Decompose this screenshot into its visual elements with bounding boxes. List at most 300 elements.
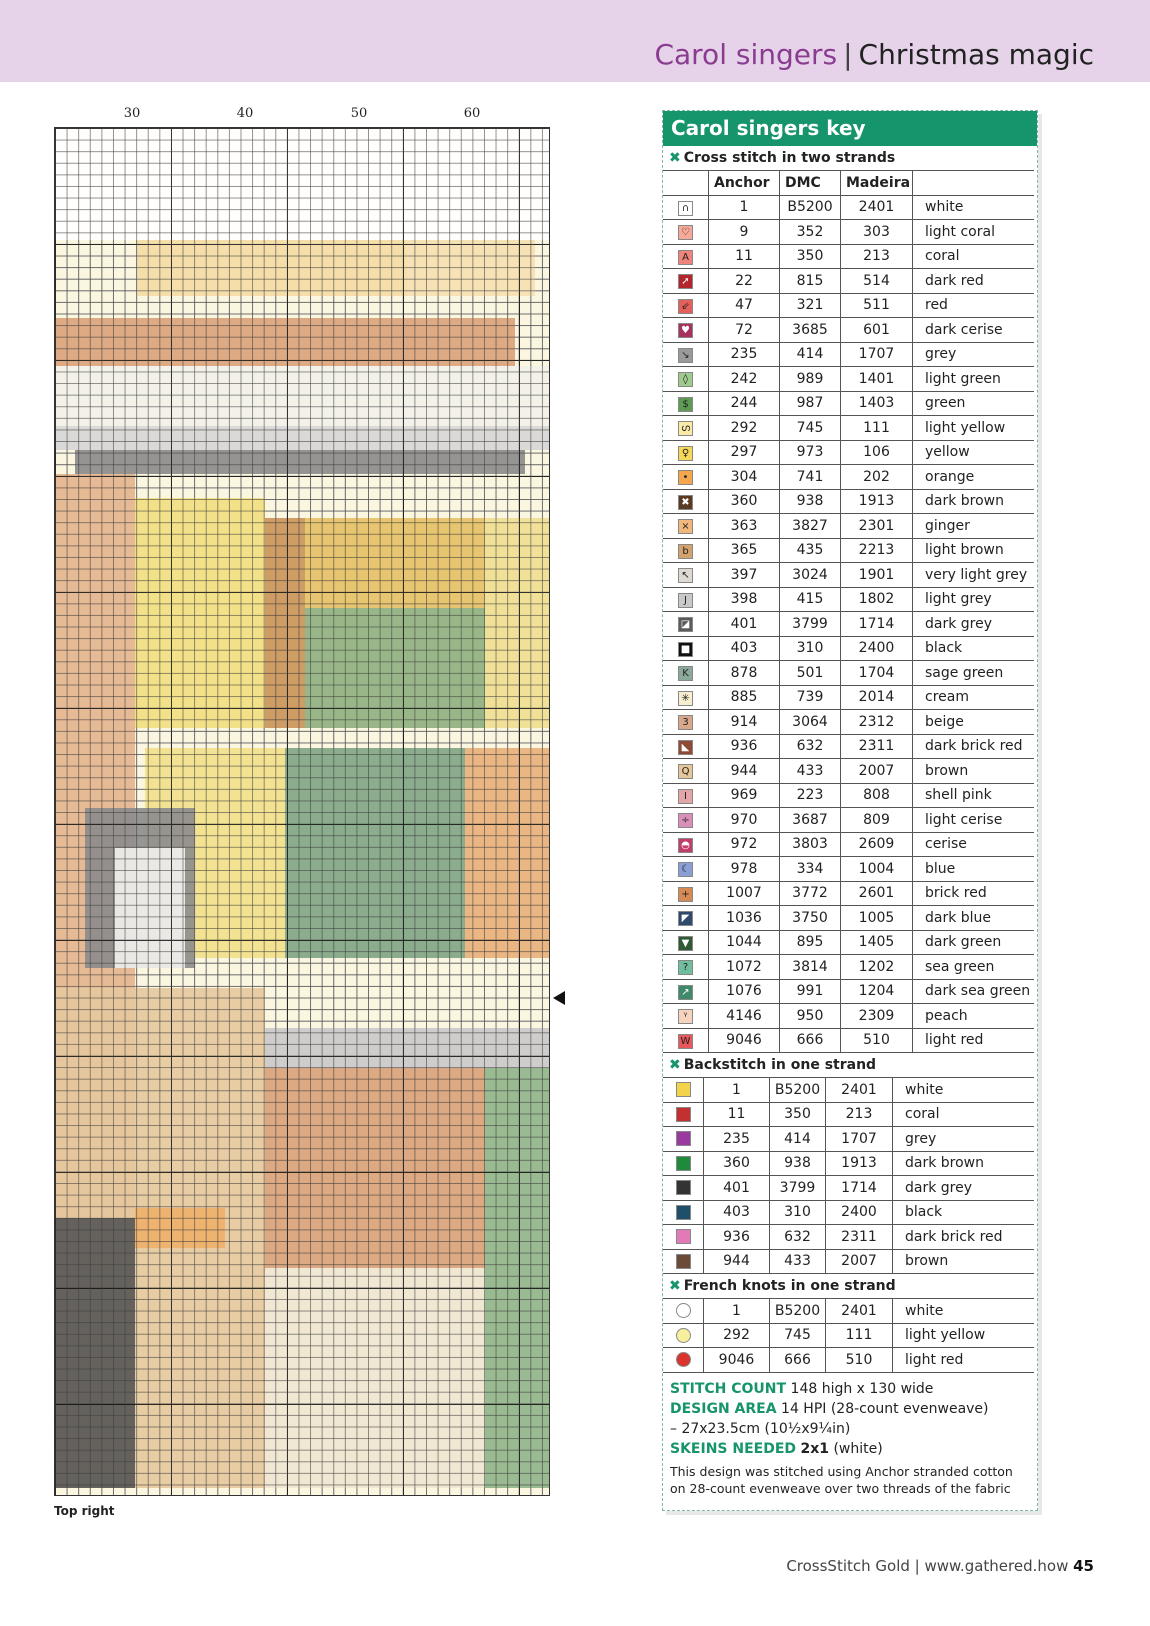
cross-icon: ✖ (669, 150, 681, 166)
colour-name: black (913, 636, 1035, 661)
anchor-number: 970 (709, 808, 780, 833)
french-knot-rows (663, 1299, 1034, 1373)
key-row (663, 587, 1034, 612)
colour-name: light red (893, 1348, 1035, 1373)
dmc-number: 3814 (780, 955, 841, 980)
key-row (663, 416, 1034, 441)
colour-name: light red (913, 1028, 1035, 1053)
chart-brick-band (55, 318, 515, 366)
colour-name: grey (913, 342, 1035, 367)
colour-name: light yellow (913, 416, 1035, 441)
madeira-number: 510 (826, 1348, 893, 1373)
thread-symbol-icon: I (678, 789, 693, 804)
colour-name: white (913, 195, 1035, 220)
chart-lower-brick (265, 1068, 485, 1268)
thread-symbol-icon: A (678, 250, 693, 265)
symbol-cell (663, 759, 709, 784)
dmc-number: B5200 (770, 1299, 826, 1324)
french-knot-icon (676, 1352, 691, 1367)
key-title: Carol singers key (663, 111, 1037, 146)
symbol-cell (663, 465, 709, 490)
anchor-number: 235 (709, 342, 780, 367)
anchor-number: 936 (704, 1225, 770, 1250)
key-row (663, 1225, 1034, 1250)
madeira-number: 2007 (826, 1249, 893, 1274)
stitch-count: STITCH COUNT 148 high x 130 wide (670, 1380, 934, 1397)
dmc-number: 666 (780, 1028, 841, 1053)
symbol-cell (663, 391, 709, 416)
symbol-cell (663, 195, 709, 220)
key-row (663, 465, 1034, 490)
key-row (663, 391, 1034, 416)
symbol-cell (663, 318, 709, 343)
dmc-number: 938 (770, 1151, 826, 1176)
colour-name: brick red (913, 881, 1035, 906)
design-area-size: – 27x23.5cm (10½x9¼in) (670, 1420, 851, 1437)
colour-name: dark sea green (913, 979, 1035, 1004)
thread-symbol-icon: Q (678, 764, 693, 779)
madeira-number: 1802 (841, 587, 913, 612)
anchor-number: 401 (709, 612, 780, 637)
madeira-number: 111 (826, 1323, 893, 1348)
dmc-number: 3687 (780, 808, 841, 833)
anchor-number: 360 (709, 489, 780, 514)
colour-name: black (893, 1200, 1035, 1225)
cross-stitch-rows (663, 195, 1034, 1053)
colour-name: very light grey (913, 563, 1035, 588)
anchor-number: 1 (704, 1078, 770, 1103)
dmc-number: 989 (780, 367, 841, 392)
dmc-number: 3772 (780, 881, 841, 906)
thread-symbol-icon: W (678, 1034, 693, 1049)
madeira-number: 2400 (841, 636, 913, 661)
dmc-number: 321 (780, 293, 841, 318)
backstitch-line-icon (676, 1254, 691, 1269)
thread-symbol-icon: ✳ (678, 691, 693, 706)
key-row (663, 734, 1034, 759)
page-number: 45 (1073, 1557, 1094, 1575)
chart-roof-cream (137, 240, 407, 296)
colour-name: shell pink (913, 783, 1035, 808)
dmc-number: 350 (770, 1102, 826, 1127)
key-row (663, 930, 1034, 955)
chart-face (115, 848, 185, 968)
symbol-cell (663, 416, 709, 441)
madeira-number: 1901 (841, 563, 913, 588)
madeira-number: 1714 (841, 612, 913, 637)
symbol-cell (663, 1127, 704, 1152)
dmc-header: DMC (780, 171, 841, 196)
symbol-cell (663, 538, 709, 563)
dmc-number: B5200 (770, 1078, 826, 1103)
backstitch-line-icon (676, 1107, 691, 1122)
anchor-number: 914 (709, 710, 780, 735)
backstitch-line-icon (676, 1205, 691, 1220)
madeira-number: 1401 (841, 367, 913, 392)
symbol-cell (663, 220, 709, 245)
dmc-number: 415 (780, 587, 841, 612)
key-row (663, 881, 1034, 906)
key-row (663, 293, 1034, 318)
chart-window-lower-right (465, 748, 549, 958)
column-label-40: 40 (236, 106, 254, 121)
dmc-number: 433 (770, 1249, 826, 1274)
thread-symbol-icon: 3 (678, 715, 693, 730)
thread-symbol-icon: ♀ (678, 446, 693, 461)
centre-marker-arrow (553, 991, 565, 1005)
dmc-number: 632 (770, 1225, 826, 1250)
madeira-number: 1202 (841, 955, 913, 980)
madeira-number: 2312 (841, 710, 913, 735)
anchor-number: 978 (709, 857, 780, 882)
key-row (663, 220, 1034, 245)
anchor-number: 363 (709, 514, 780, 539)
symbol-cell (663, 440, 709, 465)
madeira-number: 1403 (841, 391, 913, 416)
key-row (663, 514, 1034, 539)
madeira-number: 511 (841, 293, 913, 318)
symbol-cell (663, 342, 709, 367)
header-separator: | (843, 38, 853, 71)
chart-lower-greenery (485, 1068, 549, 1488)
key-row (663, 1348, 1034, 1373)
colour-name: green (913, 391, 1035, 416)
column-label-30: 30 (123, 106, 141, 121)
dmc-number: 3064 (780, 710, 841, 735)
symbol-cell (663, 734, 709, 759)
dmc-number: 3799 (780, 612, 841, 637)
madeira-number: 1004 (841, 857, 913, 882)
symbol-cell (663, 1323, 704, 1348)
colour-name: peach (913, 1004, 1035, 1029)
thread-symbol-icon: ■ (678, 642, 693, 657)
anchor-number: 403 (709, 636, 780, 661)
thread-symbol-icon: b (678, 544, 693, 559)
thread-symbol-icon: ♥ (678, 323, 693, 338)
key-row (663, 1151, 1034, 1176)
dmc-number: 973 (780, 440, 841, 465)
madeira-number: 808 (841, 783, 913, 808)
madeira-number: 1204 (841, 979, 913, 1004)
anchor-number: 22 (709, 269, 780, 294)
dmc-number: 352 (780, 220, 841, 245)
madeira-number: 106 (841, 440, 913, 465)
chart-tree-lower (285, 748, 465, 958)
thread-symbol-icon: ◪ (678, 617, 693, 632)
french-knots-heading: ✖ French knots in one strand (669, 1278, 896, 1294)
anchor-number: 9046 (704, 1348, 770, 1373)
anchor-number: 292 (709, 416, 780, 441)
colour-name: cerise (913, 832, 1035, 857)
anchor-number: 944 (709, 759, 780, 784)
key-row (663, 440, 1034, 465)
colour-name: coral (913, 244, 1035, 269)
thread-symbol-icon: ◤ (678, 911, 693, 926)
anchor-number: 11 (709, 244, 780, 269)
backstitch-line-icon (676, 1131, 691, 1146)
anchor-number: 403 (704, 1200, 770, 1225)
dmc-number: 3827 (780, 514, 841, 539)
symbol-cell (663, 710, 709, 735)
column-label-60: 60 (463, 106, 481, 121)
dmc-number: 435 (780, 538, 841, 563)
symbol-cell (663, 661, 709, 686)
dmc-number: 815 (780, 269, 841, 294)
cross-stitch-chart (54, 127, 550, 1496)
key-row (663, 906, 1034, 931)
stitching-note: This design was stitched using Anchor stranded cotton on 28-count evenweave over two threads of the fabric (670, 1463, 1013, 1496)
key-row (663, 489, 1034, 514)
symbol-cell (663, 489, 709, 514)
colour-name: dark brick red (913, 734, 1035, 759)
chart-grey-band (55, 426, 549, 450)
chart-caption: Top right (54, 1504, 115, 1518)
colour-name: white (893, 1078, 1035, 1103)
key-row (663, 1200, 1034, 1225)
madeira-number: 2311 (841, 734, 913, 759)
anchor-number: 235 (704, 1127, 770, 1152)
key-row (663, 710, 1034, 735)
key-row (663, 538, 1034, 563)
key-row (663, 1249, 1034, 1274)
symbol-header (663, 171, 709, 196)
symbol-cell (663, 1299, 704, 1324)
backstitch-rows (663, 1078, 1034, 1274)
chart-blank-top (55, 128, 549, 240)
dmc-number: 3685 (780, 318, 841, 343)
symbol-cell (663, 1348, 704, 1373)
thread-symbol-icon: ➚ (678, 274, 693, 289)
key-row (663, 1299, 1034, 1324)
symbol-cell (663, 832, 709, 857)
dmc-number: 3024 (780, 563, 841, 588)
chart-lower-grey (265, 1028, 549, 1068)
anchor-number: 9046 (709, 1028, 780, 1053)
colour-name: red (913, 293, 1035, 318)
madeira-number: 1405 (841, 930, 913, 955)
dmc-number: 991 (780, 979, 841, 1004)
thread-symbol-icon: ഗ (678, 421, 693, 436)
thread-symbol-icon: ? (678, 960, 693, 975)
dmc-number: 414 (770, 1127, 826, 1152)
colour-name: light green (913, 367, 1035, 392)
anchor-number: 936 (709, 734, 780, 759)
thread-symbol-icon: ☾ (678, 862, 693, 877)
chart-roof-right (405, 240, 535, 296)
madeira-number: 514 (841, 269, 913, 294)
thread-symbol-icon: + (678, 887, 693, 902)
key-row (663, 1078, 1034, 1103)
key-row (663, 783, 1034, 808)
anchor-number: 944 (704, 1249, 770, 1274)
colour-name: ginger (913, 514, 1035, 539)
backstitch-table (663, 1077, 1034, 1274)
name-header (913, 171, 1035, 196)
madeira-number: 1913 (826, 1151, 893, 1176)
backstitch-line-icon (676, 1082, 691, 1097)
section-title: Carol singers (654, 38, 838, 71)
dmc-number: 987 (780, 391, 841, 416)
madeira-number: 2213 (841, 538, 913, 563)
design-info (663, 1373, 1037, 1503)
colour-name: light brown (913, 538, 1035, 563)
symbol-cell (663, 955, 709, 980)
thread-symbol-icon: $ (678, 397, 693, 412)
page-header (654, 38, 1094, 71)
chart-window-right (485, 518, 549, 728)
madeira-number: 2401 (841, 195, 913, 220)
key-row (663, 955, 1034, 980)
french-knot-icon (676, 1328, 691, 1343)
colour-name: dark cerise (913, 318, 1035, 343)
symbol-cell (663, 293, 709, 318)
colour-name: dark red (913, 269, 1035, 294)
backstitch-heading: ✖ Backstitch in one strand (669, 1057, 877, 1073)
dmc-number: 310 (770, 1200, 826, 1225)
thread-symbol-icon: ↗ (678, 985, 693, 1000)
thread-symbol-icon: ◓ (678, 838, 693, 853)
key-row (663, 857, 1034, 882)
key-row (663, 195, 1034, 220)
symbol-cell (663, 244, 709, 269)
dmc-number: 3803 (780, 832, 841, 857)
anchor-number: 1 (704, 1299, 770, 1324)
symbol-cell (663, 979, 709, 1004)
colour-name: yellow (913, 440, 1035, 465)
madeira-number: 2601 (841, 881, 913, 906)
key-row (663, 1176, 1034, 1201)
key-row (663, 244, 1034, 269)
colour-name: dark grey (893, 1176, 1035, 1201)
key-row (663, 612, 1034, 637)
anchor-number: 11 (704, 1102, 770, 1127)
madeira-number: 1714 (826, 1176, 893, 1201)
anchor-number: 972 (709, 832, 780, 857)
thread-symbol-icon: ÷ (678, 813, 693, 828)
thread-symbol-icon: ↘ (678, 348, 693, 363)
thread-symbol-icon: ♡ (678, 225, 693, 240)
key-row (663, 269, 1034, 294)
dmc-number: 501 (780, 661, 841, 686)
symbol-cell (663, 1151, 704, 1176)
dmc-number: 950 (780, 1004, 841, 1029)
anchor-number: 1076 (709, 979, 780, 1004)
dmc-number: 632 (780, 734, 841, 759)
anchor-number: 365 (709, 538, 780, 563)
madeira-number: 1707 (841, 342, 913, 367)
anchor-number: 304 (709, 465, 780, 490)
colour-name: blue (913, 857, 1035, 882)
anchor-number: 397 (709, 563, 780, 588)
dmc-number: 739 (780, 685, 841, 710)
madeira-header: Madeira (841, 171, 913, 196)
symbol-cell (663, 1102, 704, 1127)
website: www.gathered.how (924, 1557, 1069, 1575)
anchor-number: 878 (709, 661, 780, 686)
madeira-number: 510 (841, 1028, 913, 1053)
dmc-number: 745 (780, 416, 841, 441)
anchor-number: 885 (709, 685, 780, 710)
madeira-number: 809 (841, 808, 913, 833)
colour-name: sea green (913, 955, 1035, 980)
thread-symbol-icon: ✖ (678, 495, 693, 510)
thread-symbol-icon: ∩ (678, 201, 693, 216)
key-row (663, 1323, 1034, 1348)
backstitch-line-icon (676, 1229, 691, 1244)
symbol-cell (663, 1004, 709, 1029)
madeira-number: 303 (841, 220, 913, 245)
dmc-number: 895 (780, 930, 841, 955)
page-footer: CrossStitch Gold | www.gathered.how 45 (786, 1557, 1094, 1575)
dmc-number: 310 (780, 636, 841, 661)
anchor-number: 1072 (709, 955, 780, 980)
chart-key-panel (662, 110, 1038, 1511)
thread-symbol-icon: ↖ (678, 568, 693, 583)
anchor-number: 1044 (709, 930, 780, 955)
category-title: Christmas magic (858, 38, 1094, 71)
anchor-number: 969 (709, 783, 780, 808)
anchor-number: 4146 (709, 1004, 780, 1029)
colour-name: brown (913, 759, 1035, 784)
cross-icon: ✖ (669, 1278, 681, 1294)
thread-symbol-icon: × (678, 519, 693, 534)
chart-tree-top (305, 608, 485, 728)
chart-snow-band (55, 366, 549, 426)
key-row (663, 563, 1034, 588)
colour-name: dark brown (893, 1151, 1035, 1176)
dmc-number: B5200 (780, 195, 841, 220)
symbol-cell (663, 636, 709, 661)
dmc-number: 741 (780, 465, 841, 490)
dmc-number: 745 (770, 1323, 826, 1348)
thread-symbol-icon: ▼ (678, 936, 693, 951)
colour-name: orange (913, 465, 1035, 490)
chart-window-frame (265, 518, 305, 728)
key-row (663, 636, 1034, 661)
symbol-cell (663, 685, 709, 710)
madeira-number: 2309 (841, 1004, 913, 1029)
madeira-number: 2007 (841, 759, 913, 784)
colour-name: beige (913, 710, 1035, 735)
colour-name: light coral (913, 220, 1035, 245)
madeira-number: 202 (841, 465, 913, 490)
colour-name: dark blue (913, 906, 1035, 931)
symbol-cell (663, 881, 709, 906)
colour-name: light cerise (913, 808, 1035, 833)
cross-icon: ✖ (669, 1057, 681, 1073)
dmc-number: 3750 (780, 906, 841, 931)
symbol-cell (663, 563, 709, 588)
anchor-number: 297 (709, 440, 780, 465)
thread-symbol-icon: • (678, 470, 693, 485)
thread-symbol-icon: K (678, 666, 693, 681)
madeira-number: 2301 (841, 514, 913, 539)
key-row (663, 342, 1034, 367)
anchor-number: 9 (709, 220, 780, 245)
thread-symbol-icon: ◣ (678, 740, 693, 755)
key-row (663, 367, 1034, 392)
anchor-number: 1 (709, 195, 780, 220)
design-area: DESIGN AREA 14 HPI (28-count evenweave) (670, 1400, 989, 1417)
anchor-number: 360 (704, 1151, 770, 1176)
dmc-number: 666 (770, 1348, 826, 1373)
symbol-cell (663, 808, 709, 833)
key-row (663, 661, 1034, 686)
symbol-cell (663, 269, 709, 294)
symbol-cell (663, 783, 709, 808)
french-knots-table (663, 1298, 1034, 1373)
colour-name: light yellow (893, 1323, 1035, 1348)
